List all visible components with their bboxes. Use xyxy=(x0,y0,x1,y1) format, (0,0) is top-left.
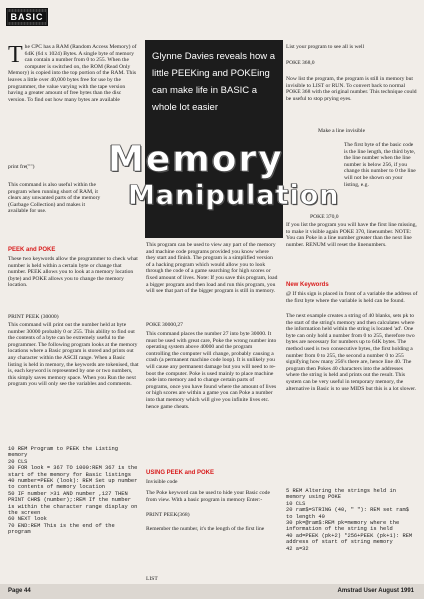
section-badge-label: BASIC xyxy=(10,12,44,22)
code-line: 40 number=PEEK (look): REM Set up number to contents of memory location xyxy=(8,478,138,491)
col2-subheading-invisible: Invisible code xyxy=(146,479,178,485)
code-line: 70 END:REM This is the end of the program xyxy=(8,522,115,536)
col2-command-3: LIST xyxy=(146,576,158,582)
drop-cap: T xyxy=(8,42,23,68)
column-1 xyxy=(8,44,140,106)
code-line: 30 pk=@ram$:REM pk=memory where the information of the string is held xyxy=(286,520,400,533)
section-badge xyxy=(6,8,48,26)
intro-standfirst: Glynne Davies reveals how a little PEEKing and POKEing can make life in BASIC a whole lot easier xyxy=(152,51,276,113)
code-line: 40 ad=PEEK (pk+2) *256+PEEK (pk+1): REM address of start of string memory xyxy=(286,532,413,546)
col2-paragraph-4: Remember the number, it's the length of the first line xyxy=(146,526,265,532)
col3-paragraph-3: The first byte of the basic code is the line length, the third byte, the line number when the line number is below 256, if you change this number to 0 the line will not be shown on your listing, e.g. xyxy=(344,142,416,188)
col3-paragraph-2: Now list the program, the program is still in memory but invisible to LIST or RUN. To convert back to normal POKE 368 with the original number. This technique could be useful to stop prying eyes. xyxy=(286,76,417,102)
col3-command-1: POKE 368,0 xyxy=(286,60,315,66)
code-line: 5 REM Altering the strings held in memory using POKE xyxy=(286,488,396,501)
col3-paragraph-4: If you list the program you will have the first line missing, to make it visible again POKE 370, linenumber. NOTE: You can Poke in a line number greater than the next line number. RENUM will reset the linenumbers. xyxy=(286,222,417,248)
col2-paragraph-1: This program can be used to view any part of the memory and machine code programs provided you know where they start and finish. The program is a simplified version of a hacking program which would allow you to look through the code of a game searching for high scores or fixed amount of lives. Note: If you save this program, load a bigger program and then load and run this program, you will see that part of the bigger program is still in memory. xyxy=(146,242,278,295)
code-line: 20 ram$=STRING (40, " "): REM set ram$ to length 40 xyxy=(286,507,409,520)
col1-command-2: PRINT PEEK (30000) xyxy=(8,314,59,320)
col3-heading-new-keywords: New Keywords xyxy=(286,282,329,288)
code-line: 10 CLS xyxy=(286,500,306,507)
col1-paragraph-1: The CPC has a RAM (Random Access Memory) of 64K (64 x 1024) Bytes. A single byte of memory can contain a number from 0 to 255. When the computer is switched on, the ROM (Read Only Memory) is copied into the top portion of the RAM. This leaves a little over 40,000 bytes free for use by the programmer, the value varying with the tape version having a greater amount of free bytes than the disc version. To find out how many bytes are available xyxy=(8,42,137,103)
article-title-line-1: Memory xyxy=(108,139,284,180)
page-footer xyxy=(0,584,424,599)
code-line: 50 IF number >31 AND number ,127 THEN PRINT CHR$ (number);:REM If the number is within the character range display on the screen xyxy=(8,490,138,517)
col1-paragraph-4: This command will print out the number held at byte number 30000 probably 0 or 255. This ability to find out the contents of a byte can be extremely useful to the programmer. The following program looks at the memory locations where a Basic program is stored and prints out any character within the ASCII range. When a Basic listing is held in memory, the keywords are tokenised, that is, each keyword is represented by one or two numbers, this simply saves memory space. When you Run the next program you will only see the variables and comments. xyxy=(8,322,139,388)
col3-paragraph-5: @ If this sign is placed in front of a variable the address of the first byte where the variable is held can be found. xyxy=(286,291,418,304)
col1-code-listing xyxy=(8,446,140,536)
col3-paragraph-1: List your program to see all is well xyxy=(286,44,365,50)
code-line: 60 NEXT look xyxy=(8,516,47,523)
col2-command-1: POKE 30000,27 xyxy=(146,322,183,328)
code-line: 20 CLS xyxy=(8,458,28,465)
col1-paragraph-2: This command is also useful within the program when running short of RAM, it clears any unwanted parts of the memory (Garbage Collection) and makes it available for use. xyxy=(8,182,101,215)
col1-heading-peek-poke: PEEK and POKE xyxy=(8,247,56,253)
col1-command-1: print fre("") xyxy=(8,164,35,170)
col3-command-2: POKE 370,0 xyxy=(310,214,339,220)
col2-heading-using: USING PEEK and POKE xyxy=(146,470,215,476)
code-line: 42 a=32 xyxy=(286,545,309,552)
col2-command-2: PRINT PEEK(368) xyxy=(146,512,190,518)
col3-code-listing xyxy=(286,488,418,552)
article-title-line-2: Manipulation xyxy=(128,180,340,211)
magazine-issue: Amstrad User August 1991 xyxy=(337,588,414,594)
code-line: 30 FOR look = 367 TO 1000:REM 367 is the start of the memory for Basic listings xyxy=(8,465,138,478)
code-line: 10 REM Program to PEEK the Listing memory xyxy=(8,446,118,459)
col3-paragraph-6: The next example creates a string of 40 blanks, sets pk to the start of the string's memory and then calculates where the information held within the string is located 'ad'. One byte can only hold a number from 0 to 255, therefore two bytes are necessary for numbers up to 64K bytes. The method used is two consecutive bytes, the first holding a number from 0 to 255, the second a number 0 to 255 signifying how many 256's there are, hence line 40. The program then Pokes 40 characters into the addresses where the string is held and prints out the result. This system can be very useful in temporary memory, the alternative in Basic is to use MIDS but this is a lot slower. xyxy=(286,313,417,392)
col2-paragraph-3: The Poke keyword can be used to hide your Basic code from view. With a basic program in memory Enter:- xyxy=(146,490,270,503)
page-number: Page 44 xyxy=(8,588,31,594)
col3-subheading-invisible-line: Make a line invisible xyxy=(318,128,366,134)
col1-paragraph-3: These two keywords allow the programmer to check what number is held within a certain byte or change that number. PEEK allows you to look at a memory location (byte) and POKE allows you to change the memory location. xyxy=(8,256,138,289)
col2-paragraph-2: This command places the number 27 into byte 30000. It must be used with great care, Poke the wrong number into operating system above 40000 and the program controlling the computer will change, probably causing a crash (a permanent machine code loop). It is unlikely you will cause any permanent damage but you will need to re-boot the computer. Poke is used mainly to place machine code into memory and to change certain parts of programs, once you have found where the amount of lives or high scores are within a game you can Poke a number into that memory which will give you infinite lives etc. hence game cheats. xyxy=(146,331,277,410)
